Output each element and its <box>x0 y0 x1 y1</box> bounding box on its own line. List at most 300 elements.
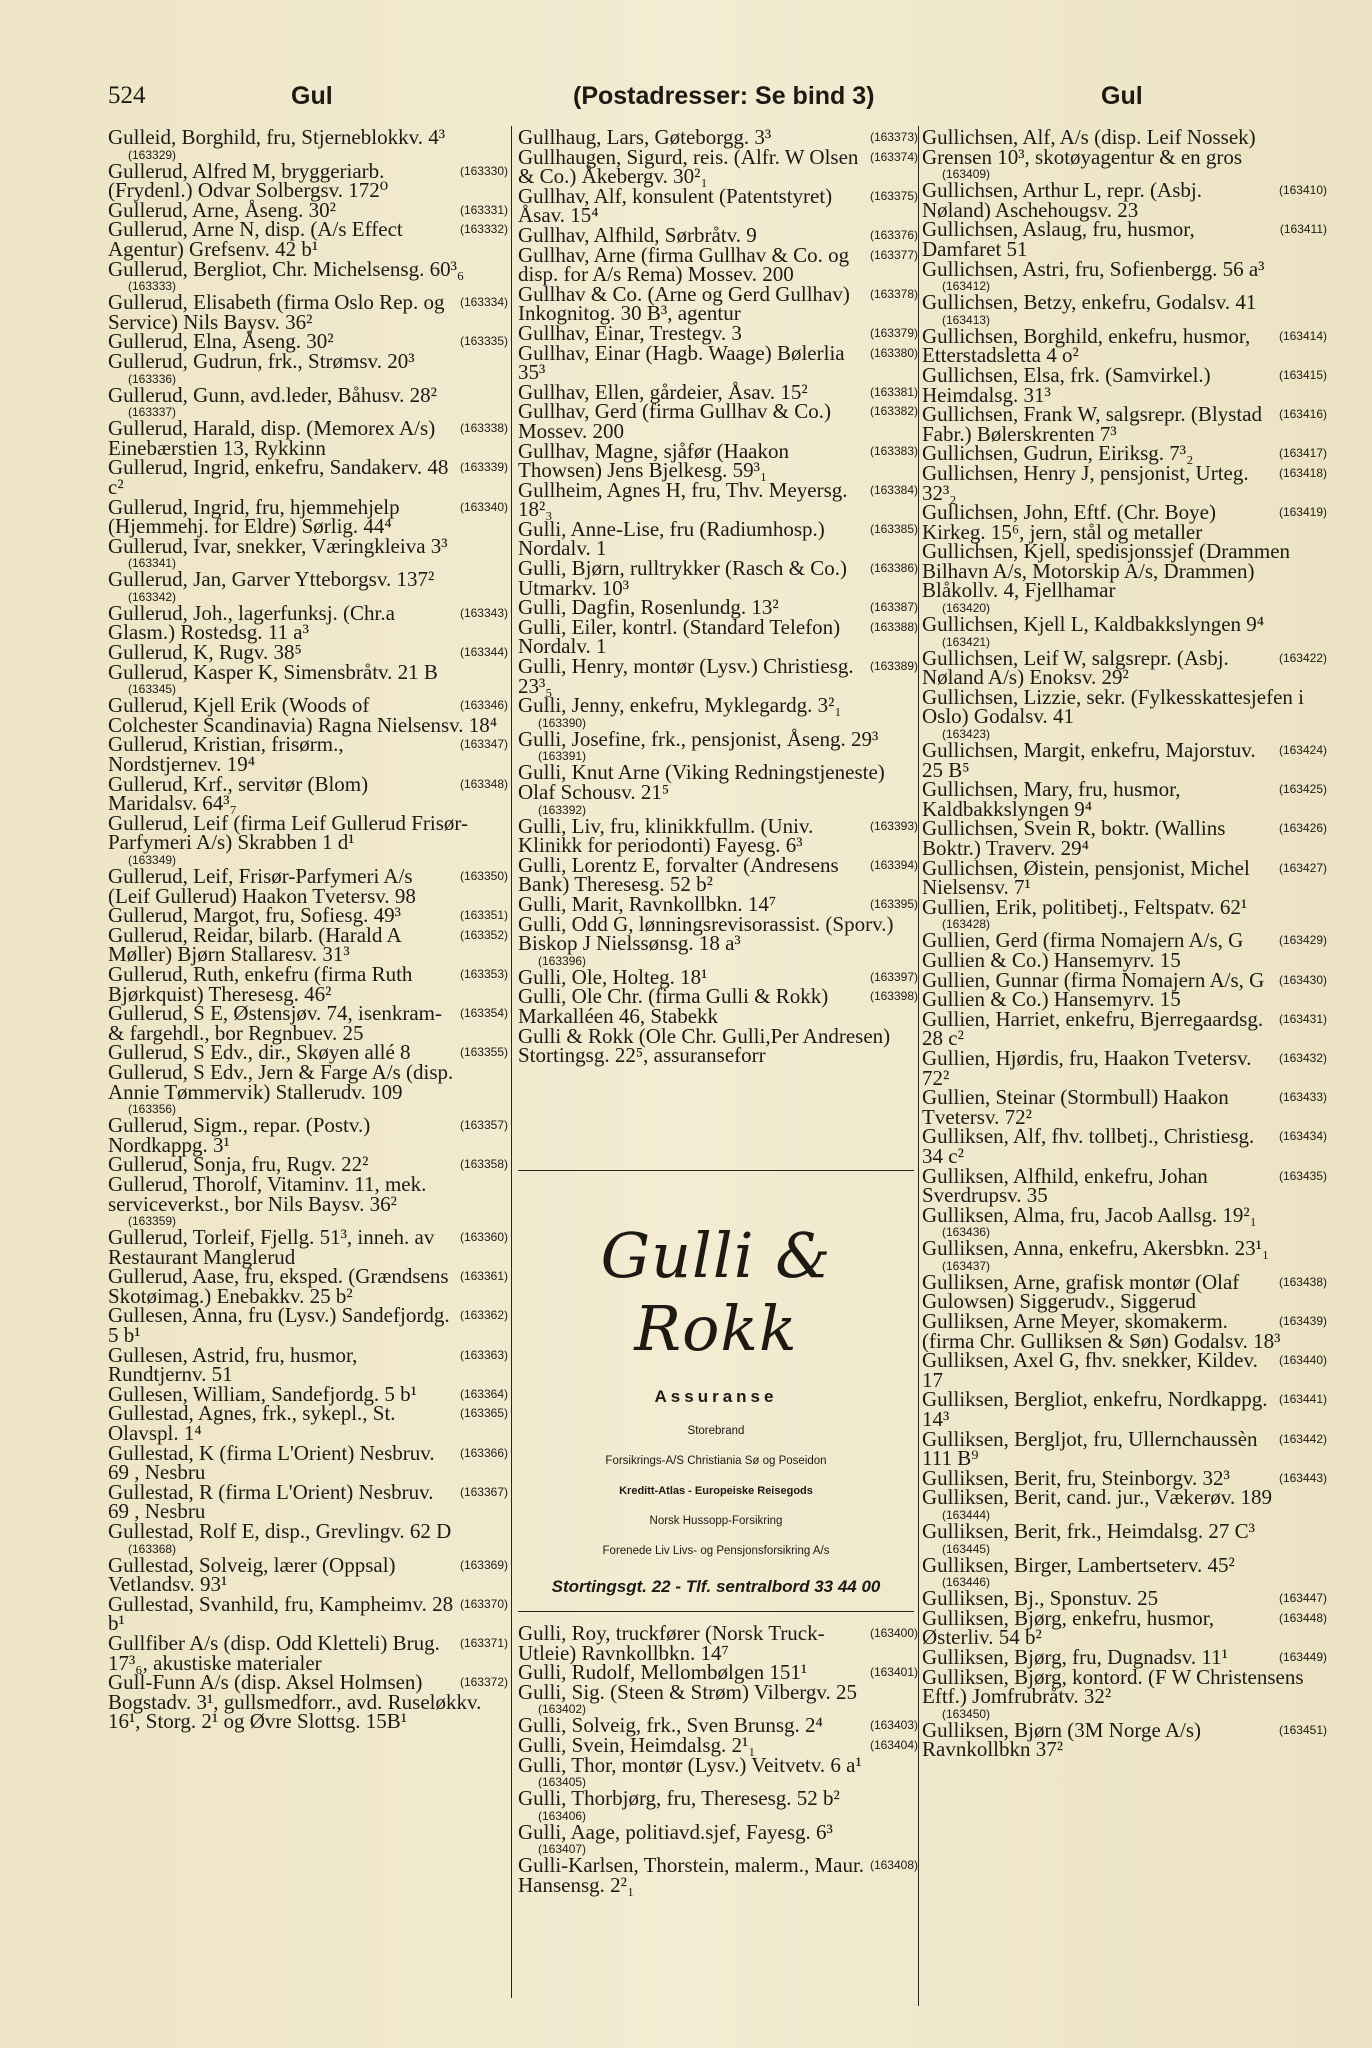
entry-text: Gulli, Thor, montør (Lysv.) Veitvetv. 6 a¹ <box>518 1752 862 1777</box>
entry-text: Gulli, Liv, fru, klinikkfullm. (Univ. Klinikk for periodonti) Fayesg. 6³ <box>518 813 814 858</box>
entry-text: Gullhaug, Lars, Gøteborgg. 3³ <box>518 125 772 149</box>
entry-text: Gulliksen, Birger, Lambertseterv. 45² <box>922 1552 1235 1577</box>
entry-text: Gulli-Karlsen, Thorstein, malerm., Maur. Hansensg. 2²₁ <box>518 1853 865 1897</box>
entry-text: Gulli, Solveig, frk., Sven Brunsg. 2⁴ <box>518 1713 823 1738</box>
entry-text: Gulli, Roy, truckfører (Norsk Truck-Utleie) Ravnkollbkn. 14⁷ <box>518 1621 825 1665</box>
directory-entry <box>922 928 1327 972</box>
entry-text: Gulli, Henry, montør (Lysv.) Christiesg. 23³₅ <box>518 654 854 698</box>
directory-entry <box>922 967 1327 1012</box>
entry-number: (163352) <box>459 927 508 942</box>
entry-text: Gulli, Aage, politiavd.sjef, Fayesg. 6³ <box>518 1819 833 1844</box>
entry-text: Gullerud, Ingrid, enkefru, Sandakerv. 48 c² <box>108 455 449 499</box>
directory-entry <box>518 1621 918 1665</box>
entry-text: Gullichsen, Elsa, frk. (Samvirkel.) Heimdalsg. 31³ <box>922 362 1211 407</box>
directory-entry <box>108 382 508 420</box>
directory-entry <box>108 1059 508 1117</box>
entry-text: Gullerud, Ruth, enkefru (firma Ruth Bjørkquist) Theresesg. 46² <box>108 961 413 1006</box>
entry-text: Gullerud, Leif, Frisør-Parfymeri A/s (Leif Gullerud) Haakon Tvetersv. 98 <box>108 864 416 908</box>
entry-text: Gullheim, Agnes H, fru, Thv. Meyersg. 18²₃ <box>518 477 848 522</box>
entry-text: Gullerud, S E, Østensjøv. 74, isenkram- & fargehdl., bor Regnbuev. 25 <box>108 1001 443 1045</box>
header-center: (Postadresser: Se bind 3) <box>573 82 875 110</box>
entry-number: (163406) <box>538 1808 587 1823</box>
entry-text: Gulli, Bjørn, rulltrykker (Rasch & Co.) Utmarkv. 10³ <box>518 556 847 600</box>
entry-number: (163420) <box>942 601 991 616</box>
entry-number: (163447) <box>1278 1591 1327 1606</box>
directory-entry <box>108 1519 508 1556</box>
entry-number: (163371) <box>459 1635 508 1650</box>
entry-number: (163368) <box>128 1541 177 1556</box>
entry-number: (163436) <box>942 1225 991 1240</box>
entry-number: (163380) <box>869 345 918 360</box>
entry-number: (163397) <box>869 969 918 984</box>
entry-number: (163343) <box>459 605 508 620</box>
entry-text: Gullichsen, Arthur L, repr. (Asbj. Nøland) Aschehougsv. 23 <box>922 178 1202 222</box>
entry-number: (163432) <box>1278 1050 1327 1065</box>
directory-entry <box>518 183 918 228</box>
directory-entry <box>108 125 508 162</box>
entry-number: (163335) <box>459 334 508 349</box>
entry-number: (163355) <box>459 1045 508 1060</box>
entry-number: (163431) <box>1278 1011 1327 1026</box>
entry-number: (163376) <box>869 227 918 242</box>
entry-number: (163369) <box>459 1557 508 1572</box>
entry-text: Gullichsen, Kjell L, Kaldbakkslyngen 9⁴ <box>922 612 1265 637</box>
directory-entry <box>518 1752 918 1790</box>
directory-entry <box>922 362 1327 407</box>
directory-entry <box>108 1591 508 1636</box>
directory-entry <box>518 1819 918 1857</box>
entry-text: Gulleid, Borghild, fru, Stjerneblokkv. 4³ <box>108 125 446 149</box>
directory-entry <box>922 290 1327 327</box>
entry-number: (163439) <box>1278 1314 1327 1329</box>
entry-number: (163381) <box>869 384 918 399</box>
entry-number: (163349) <box>128 853 177 867</box>
entry-number: (163353) <box>459 966 508 981</box>
entry-text: Gullesen, Astrid, fru, husmor, Rundtjernv. 51 <box>108 1342 358 1387</box>
entry-text: Gulli, Thorbjørg, fru, Theresesg. 52 b² <box>518 1786 840 1811</box>
entry-text: Gulliksen, Bj., Sponstuv. 25 <box>922 1586 1159 1611</box>
directory-entry <box>108 1479 508 1524</box>
entry-text: Gullichsen, Øistein, pensjonist, Michel Nielsensv. 7¹ <box>922 855 1250 900</box>
entry-text: Gullerud, Krf., servitør (Blom) Maridalsv. 64³₇ <box>108 771 369 816</box>
entry-text: Gullerud, Leif (firma Leif Gullerud Frisør-Parfymeri A/s) Skrabben 1 d¹ <box>108 810 468 855</box>
entry-text: Gullhaugen, Sigurd, reis. (Alfr. W Olsen & Co.) Åkebergv. 30²₁ <box>518 144 859 189</box>
directory-entry <box>108 1303 508 1348</box>
entry-text: Gulli, Jenny, enkefru, Myklegardg. 3²₁ <box>518 693 842 718</box>
entry-number: (163348) <box>459 776 508 791</box>
directory-entry <box>922 323 1327 368</box>
entry-text: Gullien, Gunnar (firma Nomajern A/s, G Gullien & Co.) Hansemyrv. 15 <box>922 967 1265 1012</box>
directory-entry <box>108 567 508 604</box>
header-left-word: Gul <box>291 82 333 110</box>
directory-entry <box>108 1401 508 1446</box>
directory-entry <box>108 600 508 645</box>
directory-entry <box>108 217 508 261</box>
entry-text: Gulli, Dagfin, Rosenlundg. 13² <box>518 595 779 620</box>
entry-text: Gullerud, S Edv., dir., Skøyen allé 8 <box>108 1040 411 1065</box>
entry-number: (163415) <box>1278 367 1327 382</box>
directory-entry <box>518 438 918 483</box>
entry-number: (163330) <box>459 163 508 178</box>
entry-text: Gullichsen, Svein R, boktr. (Wallins Boktr.) Traverv. 29⁴ <box>922 816 1226 860</box>
directory-entry <box>922 402 1327 446</box>
entry-number: (163350) <box>459 869 508 883</box>
directory-entry <box>922 645 1327 690</box>
entry-number: (163361) <box>459 1269 508 1284</box>
entry-text: Gullichsen, Borghild, enkefru, husmor, Etterstadsletta 4 o² <box>922 323 1251 368</box>
directory-entry <box>922 738 1327 782</box>
ad-line: Kreditt-Atlas - Europeiske Reisegods <box>619 1485 813 1497</box>
entry-number: (163340) <box>459 499 508 514</box>
entry-number: (163354) <box>459 1006 508 1021</box>
entry-number: (163440) <box>1278 1353 1327 1368</box>
entry-number: (163382) <box>869 404 918 419</box>
entry-number: (163405) <box>538 1775 587 1790</box>
entry-number: (163448) <box>1278 1610 1327 1625</box>
entry-text: Gullichsen, Margit, enkefru, Majorstuv. 25 B⁵ <box>922 738 1256 782</box>
directory-entry <box>922 217 1327 261</box>
entry-number: (163386) <box>869 561 918 576</box>
entry-text: Gullestad, Rolf E, disp., Grevlingv. 62 D <box>108 1519 452 1543</box>
entry-number: (163451) <box>1278 1722 1327 1737</box>
entry-text: Gullerud, Elisabeth (firma Oslo Rep. og Service) Nils Baysv. 36² <box>108 290 445 334</box>
entry-number: (163338) <box>459 421 508 436</box>
directory-entry <box>108 1001 508 1045</box>
header-right-word: Gul <box>1101 82 1143 110</box>
entry-number: (163396) <box>538 953 587 968</box>
entry-number: (163438) <box>1278 1274 1327 1289</box>
directory-entry <box>108 1264 508 1308</box>
entry-number: (163428) <box>942 917 991 932</box>
entry-number: (163358) <box>459 1157 508 1172</box>
entry-text: Gulliksen, Alfhild, enkefru, Johan Sverdrupsv. 35 <box>922 1163 1208 1208</box>
directory-entry <box>108 290 508 334</box>
entry-text: Gulliksen, Berit, fru, Steinborgv. 32³ <box>922 1465 1230 1490</box>
column-3 <box>922 125 1327 1762</box>
entry-number: (163374) <box>869 149 918 164</box>
entry-text: Gullichsen, Kjell, spedisjonssjef (Drammen Bilhavn A/s, Motorskip A/s, Drammen) Blåkollv. 4, Fjellhamar <box>922 539 1291 603</box>
directory-entry <box>922 500 1327 544</box>
entry-number: (163404) <box>869 1737 918 1752</box>
entry-number: (163393) <box>869 818 918 833</box>
entry-text: Gullerud, Kjell Erik (Woods of Colchester Scandinavia) Ragna Nielsensv. 18⁴ <box>108 693 498 737</box>
entry-number: (163384) <box>869 482 918 497</box>
directory-entry <box>922 460 1327 505</box>
entry-number: (163443) <box>1278 1470 1327 1485</box>
directory-entry <box>108 1630 508 1675</box>
entry-text: Gullerud, Jan, Garver Ytteborgsv. 137² <box>108 567 435 592</box>
entry-text: Gullien, Steinar (Stormbull) Haakon Tvetersv. 72² <box>922 1085 1229 1129</box>
entry-text: Gullichsen, Astri, fru, Sofienbergg. 56 a³ <box>922 256 1265 281</box>
entry-text: Gullichsen, Frank W, salgsrepr. (Blystad Fabr.) Bølerskrenten 7³ <box>922 402 1263 446</box>
entry-text: Gulliksen, Bjørn (3M Norge A/s) Ravnkollbkn 37² <box>922 1717 1202 1762</box>
entry-number: (163395) <box>869 896 918 911</box>
entry-text: Gullestad, Agnes, frk., sykepl., St. Olavspl. 1⁴ <box>108 1401 396 1446</box>
entry-number: (163430) <box>1278 972 1327 987</box>
entry-text: Gullerud, K, Rugv. 38⁵ <box>108 640 302 665</box>
entry-text: Gullesen, Anna, fru (Lysv.) Sandefjordg. 5 b¹ <box>108 1303 450 1348</box>
entry-text: Gulli, Svein, Heimdalsg. 2¹₁ <box>518 1732 756 1757</box>
entry-text: Gullichsen, Aslaug, fru, husmor, Damfaret 51 <box>922 217 1195 261</box>
entry-number: (163450) <box>942 1706 991 1721</box>
entry-text: Gulli, Ole, Holteg. 18¹ <box>518 964 708 989</box>
directory-entry <box>108 158 508 203</box>
directory-entry <box>108 732 508 777</box>
ad-footer: Stortingsgt. 22 - Tlf. sentralbord 33 44 00 <box>551 1577 881 1596</box>
entry-text: Gullerud, Thorolf, Vitaminv. 11, mek. serviceverkst., bor Nils Baysv. 36² <box>108 1171 427 1216</box>
entry-number: (163398) <box>869 989 918 1004</box>
ad-line: Norsk Hussopp-Forsikring <box>649 1515 783 1527</box>
entry-text: Gulliksen, Arne Meyer, skomakerm. (firma Chr. Gulliksen & Søn) Godalsv. 18³ <box>922 1309 1281 1353</box>
ad-line: Storebrand <box>687 1425 745 1437</box>
entry-number: (163435) <box>1278 1168 1327 1183</box>
entry-number: (163337) <box>128 405 177 420</box>
directory-entry <box>922 855 1327 900</box>
entry-text: Gullhav, Alfhild, Sørbråtv. 9 <box>518 222 757 247</box>
directory-entry <box>108 1440 508 1485</box>
directory-entry <box>922 1309 1327 1353</box>
entry-text: Gullestad, R (firma L'Orient) Nesbruv. 69 , Nesbru <box>108 1479 434 1524</box>
directory-entry <box>518 556 918 600</box>
directory-entry <box>518 1679 918 1717</box>
entry-text: Gullichsen, Lizzie, sekr. (Fylkesskattesjefen i Oslo) Godalsv. 41 <box>922 684 1304 729</box>
entry-text: Gulli, Lorentz E, forvalter (Andresens Bank) Theresesg. 52 b² <box>518 852 839 897</box>
entry-text: Gulliksen, Anna, enkefru, Akersbkn. 23¹₁ <box>922 1236 1270 1261</box>
directory-entry <box>108 1225 508 1269</box>
entry-number: (163409) <box>942 167 991 182</box>
entry-text: Gullfiber A/s (disp. Odd Kletteli) Brug. 17³₆, akustiske materialer <box>108 1630 440 1675</box>
directory-entry <box>518 281 918 326</box>
entry-text: Gullichsen, Alf, A/s (disp. Leif Nossek) Grensen 10³, skotøyagentur & en gros <box>922 125 1256 169</box>
directory-entry <box>108 494 508 539</box>
entry-number: (163370) <box>459 1596 508 1611</box>
entry-number: (163400) <box>869 1626 918 1640</box>
entry-number: (163408) <box>869 1858 918 1873</box>
entry-text: Gullien, Hjørdis, fru, Haakon Tvetersv. 72² <box>922 1045 1252 1090</box>
entry-text: Gulli, Odd G, lønningsrevisorassist. (Sporv.) Biskop J Nielssønsg. 18 a³ <box>518 911 894 956</box>
entry-text: Gulliksen, Bergliot, enkefru, Nordkappg. 14³ <box>922 1387 1268 1432</box>
entry-text: Gullien, Gerd (firma Nomajern A/s, G Gullien & Co.) Hansemyrv. 15 <box>922 928 1244 972</box>
entry-number: (163364) <box>459 1386 508 1401</box>
directory-entry <box>922 539 1327 616</box>
entry-number: (163357) <box>459 1118 508 1133</box>
entry-number: (163367) <box>459 1484 508 1499</box>
column-divider <box>918 126 919 2006</box>
entry-number: (163391) <box>538 749 587 764</box>
entry-number: (163425) <box>1278 782 1327 797</box>
entry-number: (163363) <box>459 1347 508 1362</box>
entry-text: Gullhav, Einar, Trestegv. 3 <box>518 320 742 345</box>
entry-text: Gullesen, William, Sandefjordg. 5 b¹ <box>108 1381 417 1406</box>
entry-text: Gulliksen, Berit, cand. jur., Vækerøv. 189 <box>922 1485 1272 1510</box>
entry-number: (163375) <box>869 188 918 203</box>
entry-text: Gullichsen, Leif W, salgsrepr. (Asbj. Nøland A/s) Enoksv. 29² <box>922 645 1229 690</box>
directory-entry <box>922 1006 1327 1051</box>
entry-text: Gulliksen, Alma, fru, Jacob Aallsg. 19²₁ <box>922 1202 1257 1227</box>
entry-text: Gullerud, Sigm., repar. (Postv.) Nordkappg. 3¹ <box>108 1113 371 1157</box>
entry-number: (163377) <box>869 247 918 262</box>
entry-number: (163390) <box>538 715 587 730</box>
entry-number: (163356) <box>128 1102 177 1117</box>
entry-number: (163378) <box>869 286 918 301</box>
entry-number: (163414) <box>1278 328 1327 343</box>
entry-text: Gullhav, Ellen, gårdeier, Åsav. 15² <box>518 379 808 404</box>
entry-number: (163387) <box>869 600 918 615</box>
directory-entry <box>922 1236 1327 1273</box>
directory-entry <box>518 242 918 287</box>
entry-number: (163426) <box>1278 821 1327 836</box>
column-2-bottom <box>518 1621 918 1897</box>
entry-number: (163336) <box>128 371 177 386</box>
entry-number: (163344) <box>459 645 508 660</box>
entry-text: Gullerud, Gudrun, frk., Strømsv. 20³ <box>108 348 415 373</box>
entry-text: Gullhav, Einar (Hagb. Waage) Bølerlia 35³ <box>518 340 845 385</box>
directory-entry <box>922 1124 1327 1168</box>
column-2-top <box>518 125 918 1068</box>
entry-text: Gulli, Josefine, frk., pensjonist, Åseng. 29³ <box>518 726 879 751</box>
directory-entry <box>518 760 918 817</box>
entry-number: (163373) <box>869 130 918 144</box>
directory-entry <box>518 144 918 189</box>
directory-entry <box>922 1485 1327 1522</box>
entry-text: Gullestad, Svanhild, fru, Kampheimv. 28 b¹ <box>108 1591 454 1636</box>
entry-text: Gullerud, Margot, fru, Sofiesg. 49³ <box>108 903 401 928</box>
directory-entry <box>518 399 918 443</box>
directory-entry <box>922 1085 1327 1129</box>
ad-title: Assuranse <box>654 1387 778 1406</box>
entry-number: (163407) <box>538 1842 587 1857</box>
entry-text: Gullerud, Torleif, Fjellg. 51³, inneh. av Restaurant Manglerud <box>108 1225 435 1269</box>
directory-entry <box>518 340 918 385</box>
entry-text: Gullerud, Elna, Åseng. 30² <box>108 329 334 354</box>
entry-text: Gullerud, Arne N, disp. (A/s Effect Agentur) Grefsenv. 42 b¹ <box>108 217 403 261</box>
directory-entry <box>922 256 1327 294</box>
entry-number: (163360) <box>459 1230 508 1245</box>
entry-number: (163379) <box>869 325 918 340</box>
directory-entry <box>922 894 1327 932</box>
directory-entry <box>922 1664 1327 1721</box>
directory-entry <box>922 1426 1327 1471</box>
entry-number: (163446) <box>942 1575 991 1590</box>
entry-number: (163423) <box>942 727 991 742</box>
entry-text: Gulliksen, Alf, fhv. tollbetj., Christiesg. 34 c² <box>922 1124 1255 1168</box>
entry-number: (163418) <box>1278 465 1327 480</box>
page-number: 524 <box>108 82 146 109</box>
entry-number: (163333) <box>128 279 177 294</box>
directory-entry <box>518 726 918 764</box>
entry-number: (163421) <box>942 634 991 649</box>
entry-number: (163339) <box>459 460 508 475</box>
entry-number: (163341) <box>128 556 177 571</box>
directory-entry <box>518 911 918 968</box>
directory-entry <box>922 1387 1327 1432</box>
entry-number: (163345) <box>128 682 177 697</box>
entry-text: Gulli, Eiler, kontrl. (Standard Telefon) Nordalv. 1 <box>518 614 841 659</box>
entry-number: (163385) <box>869 521 918 536</box>
directory-entry <box>108 864 508 908</box>
entry-text: Gullerud, Gunn, avd.leder, Båhusv. 28² <box>108 382 437 407</box>
entry-number: (163410) <box>1278 183 1327 198</box>
directory-entry <box>922 125 1327 182</box>
directory-entry <box>922 1605 1327 1650</box>
directory-entry <box>922 1552 1327 1590</box>
entry-number: (163362) <box>459 1308 508 1323</box>
entry-text: Gullichsen, John, Eftf. (Chr. Boye) Kirkeg. 15⁶, jern, stål og metaller <box>922 500 1216 544</box>
directory-entry <box>518 1786 918 1823</box>
page-header <box>108 82 1254 118</box>
entry-text: Gulliksen, Arne, grafisk montør (Olaf Gulowsen) Siggerudv., Siggerud <box>922 1269 1240 1314</box>
entry-number: (163389) <box>869 659 918 674</box>
directory-entry <box>108 533 508 571</box>
directory-entry <box>108 1113 508 1157</box>
entry-number: (163419) <box>1278 505 1327 520</box>
entry-number: (163429) <box>1278 933 1327 948</box>
entry-number: (163445) <box>942 1541 991 1556</box>
entry-text: Gullhav, Arne (firma Gullhav & Co. og disp. for A/s Rema) Mossev. 200 <box>518 242 850 287</box>
entry-text: Gulli, Anne-Lise, fru (Radiumhosp.) Nordalv. 1 <box>518 516 825 561</box>
entry-number: (163424) <box>1278 743 1327 758</box>
directory-entry <box>108 810 508 867</box>
entry-text: Gullerud, Joh., lagerfunksj. (Chr.a Glasm.) Rostedsg. 11 a³ <box>108 600 395 645</box>
entry-number: (163394) <box>869 857 918 872</box>
directory-entry <box>922 1202 1327 1240</box>
directory-entry <box>518 1023 918 1068</box>
entry-number: (163347) <box>459 737 508 752</box>
entry-number: (163434) <box>1278 1129 1327 1144</box>
directory-entry <box>922 178 1327 222</box>
directory-entry <box>922 612 1327 649</box>
entry-text: Gullichsen, Gudrun, Eiriksg. 7³₂ <box>922 441 1194 466</box>
directory-entry <box>922 1519 1327 1556</box>
entry-number: (163441) <box>1278 1392 1327 1407</box>
entry-number: (163372) <box>459 1675 508 1690</box>
entry-number: (163351) <box>459 908 508 923</box>
directory-entry <box>108 1342 508 1387</box>
directory-entry <box>108 961 508 1006</box>
entry-text: Gulli, Sig. (Steen & Strøm) Vilbergv. 25 <box>518 1679 858 1704</box>
entry-text: Gullhav, Magne, sjåfør (Haakon Thowsen) Jens Bjelkesg. 59³₁ <box>518 438 789 483</box>
entry-number: (163411) <box>1279 222 1327 237</box>
gulli-rokk-advertisement <box>518 1170 914 1612</box>
entry-text: Gulliksen, Bergljot, fru, Ullernchaussèn 111 B⁹ <box>922 1426 1258 1471</box>
entry-text: Gullerud, Kristian, frisørm., Nordstjernev. 19⁴ <box>108 732 344 777</box>
entry-number: (163366) <box>459 1445 508 1460</box>
entry-text: Gulliksen, Bjørg, enkefru, husmor, Østerliv. 54 b² <box>922 1605 1215 1650</box>
entry-text: Gulli, Ole Chr. (firma Gulli & Rokk) Markalléen 46, Stabekk <box>518 984 829 1028</box>
directory-entry <box>922 816 1327 860</box>
directory-entry <box>108 455 508 499</box>
entry-number: (163403) <box>869 1718 918 1733</box>
directory-entry <box>922 1269 1327 1314</box>
directory-entry <box>518 477 918 522</box>
directory-entry <box>922 1348 1327 1392</box>
entry-text: Gull-Funn A/s (disp. Aksel Holmsen) Bogstadv. 3¹, gullsmedforr., avd. Ruseløkkv. 16¹, Storg. 2¹ og Øvre Slottsg. 15B¹ <box>108 1670 482 1734</box>
directory-entry <box>108 659 508 697</box>
entry-text: Gullerud, Ingrid, fru, hjemmehjelp (Hjemmehj. for Eldre) Sørlig. 44⁴ <box>108 494 400 539</box>
entry-text: Gullestad, Solveig, lærer (Oppsal) Vetlandsv. 93¹ <box>108 1552 396 1597</box>
directory-entry <box>108 348 508 386</box>
entry-number: (163365) <box>459 1406 508 1421</box>
column-1 <box>108 125 508 1734</box>
entry-number: (163416) <box>1278 407 1327 422</box>
entry-text: Gulli & Rokk (Ole Chr. Gulli,Per Andresen) Stortingsg. 22⁵, assuranseforr <box>518 1023 891 1068</box>
directory-entry <box>518 654 918 698</box>
entry-number: (163437) <box>942 1258 991 1273</box>
entry-number: (163402) <box>538 1702 587 1717</box>
directory-entry <box>108 1171 508 1229</box>
directory-entry <box>108 256 508 294</box>
directory-entry <box>922 777 1327 821</box>
